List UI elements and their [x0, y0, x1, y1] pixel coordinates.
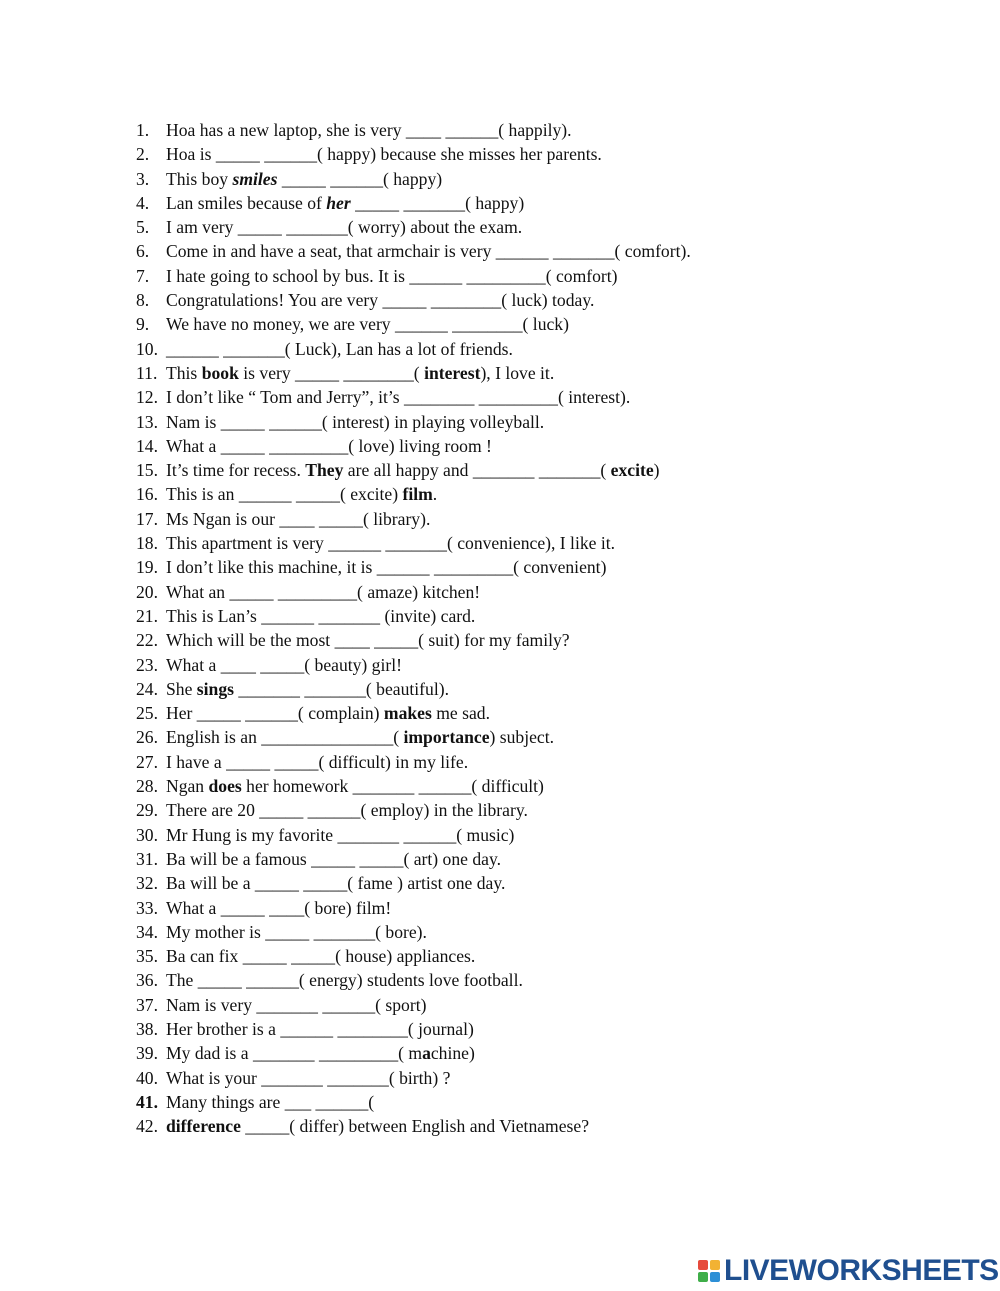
question-item	[136, 798, 976, 822]
question-item	[136, 1090, 976, 1114]
question-number: 41.	[136, 1091, 158, 1112]
question-item	[136, 458, 976, 482]
text-segment: Ba will be a _____ _____( fame ) artist one day.	[166, 873, 506, 894]
text-segment: We have no money, we are very ______ ________( luck)	[166, 314, 569, 335]
question-text	[166, 142, 602, 166]
question-item	[136, 264, 976, 288]
question-text	[166, 410, 544, 434]
question-text	[166, 458, 660, 482]
question-item	[136, 191, 976, 215]
text-segment: Her _____ ______( complain)	[166, 703, 384, 724]
question-number: 4.	[136, 192, 150, 213]
text-segment: The _____ ______( energy) students love football.	[166, 970, 523, 991]
text-segment: Which will be the most ____ _____( suit) for my family?	[166, 630, 570, 651]
emphasized-word: interest	[424, 362, 481, 383]
question-text	[166, 871, 505, 895]
question-item	[136, 1114, 976, 1138]
question-text	[166, 798, 528, 822]
question-number: 42.	[136, 1116, 158, 1137]
question-text	[166, 628, 570, 652]
question-text	[166, 774, 544, 798]
logo-mark-icon	[698, 1260, 720, 1282]
text-segment: _____ ______( happy)	[277, 168, 443, 189]
question-number: 13.	[136, 411, 158, 432]
question-number: 22.	[136, 630, 158, 651]
text-segment: I don’t like “ Tom and Jerry”, it’s ________ _________( interest).	[166, 387, 631, 408]
text-segment: Nam is _____ ______( interest) in playing volleyball.	[166, 411, 545, 432]
question-item	[136, 337, 976, 361]
text-segment: This	[166, 362, 202, 383]
question-item	[136, 1066, 976, 1090]
question-number: 3.	[136, 168, 150, 189]
text-segment: _____( differ) between English and Vietnamese?	[240, 1116, 590, 1137]
question-text	[166, 750, 468, 774]
question-number: 2.	[136, 144, 150, 165]
emphasized-word: excite	[610, 460, 654, 481]
question-number: 14.	[136, 435, 158, 456]
question-text	[166, 920, 427, 944]
emphasized-word: book	[201, 362, 239, 383]
question-item	[136, 750, 976, 774]
question-number: 31.	[136, 848, 158, 869]
text-segment: .	[432, 484, 438, 505]
question-number: 7.	[136, 265, 150, 286]
question-number: 26.	[136, 727, 158, 748]
logo-mark-square	[710, 1272, 720, 1282]
question-number: 23.	[136, 654, 158, 675]
text-segment: Hoa is _____ ______( happy) because she misses her parents.	[166, 144, 602, 165]
text-segment: ______ _______( Luck), Lan has a lot of friends.	[166, 338, 513, 359]
question-number: 5.	[136, 217, 150, 238]
text-segment: Mr Hung is my favorite _______ ______( music)	[166, 824, 515, 845]
question-text	[166, 677, 449, 701]
text-segment: Ba can fix _____ _____( house) appliances.	[166, 946, 476, 967]
question-text	[166, 1114, 589, 1138]
text-segment: What is your _______ _______( birth) ?	[166, 1067, 451, 1088]
question-text	[166, 1066, 450, 1090]
text-segment: is very _____ ________(	[238, 362, 425, 383]
text-segment: What a ____ _____( beauty) girl!	[166, 654, 402, 675]
question-text	[166, 847, 501, 871]
question-item	[136, 823, 976, 847]
question-text	[166, 701, 490, 725]
question-item	[136, 628, 976, 652]
question-text	[166, 968, 523, 992]
question-number: 28.	[136, 776, 158, 797]
question-item	[136, 118, 976, 142]
question-item	[136, 653, 976, 677]
question-number: 24.	[136, 678, 158, 699]
emphasized-word: her	[326, 192, 351, 213]
question-text	[166, 725, 554, 749]
question-text	[166, 215, 522, 239]
question-item	[136, 555, 976, 579]
question-number: 12.	[136, 387, 158, 408]
question-item	[136, 896, 976, 920]
text-segment: are all happy and _______ _______(	[343, 460, 611, 481]
question-text	[166, 896, 391, 920]
text-segment: This boy	[166, 168, 233, 189]
question-item	[136, 1041, 976, 1065]
liveworksheets-logo	[698, 1254, 999, 1288]
question-number: 9.	[136, 314, 150, 335]
question-item	[136, 774, 976, 798]
question-text	[166, 1017, 474, 1041]
text-segment: Ba will be a famous _____ _____( art) one day.	[166, 848, 502, 869]
text-segment: her homework _______ ______( difficult)	[241, 776, 544, 797]
question-number: 15.	[136, 460, 158, 481]
question-number: 8.	[136, 290, 150, 311]
question-item	[136, 142, 976, 166]
question-item	[136, 385, 976, 409]
question-text	[166, 507, 430, 531]
text-segment: This is an ______ _____( excite)	[166, 484, 403, 505]
question-text	[166, 385, 630, 409]
text-segment: Nam is very _______ ______( sport)	[166, 994, 427, 1015]
text-segment: My mother is _____ _______( bore).	[166, 921, 427, 942]
question-item	[136, 239, 976, 263]
logo-text: LIVEWORKSHEETS	[724, 1254, 999, 1287]
question-text	[166, 993, 426, 1017]
emphasized-word: importance	[403, 727, 490, 748]
text-segment: Ms Ngan is our ____ _____( library).	[166, 508, 431, 529]
question-text	[166, 361, 554, 385]
question-text	[166, 580, 480, 604]
text-segment: There are 20 _____ ______( employ) in the library.	[166, 800, 528, 821]
text-segment: What an _____ _________( amaze) kitchen!	[166, 581, 481, 602]
text-segment: )	[653, 460, 660, 481]
emphasized-word: smiles	[232, 168, 278, 189]
question-text	[166, 337, 513, 361]
text-segment: Her brother is a ______ ________( journal)	[166, 1018, 474, 1039]
text-segment: It’s time for recess.	[166, 460, 306, 481]
text-segment: I have a _____ _____( difficult) in my life.	[166, 751, 469, 772]
text-segment: English is an _______________(	[166, 727, 404, 748]
text-segment: Many things are ___ ______(	[166, 1091, 375, 1112]
question-text	[166, 434, 492, 458]
exercise-list	[136, 118, 976, 1138]
question-number: 11.	[136, 362, 158, 383]
question-item	[136, 968, 976, 992]
logo-mark-square	[698, 1272, 708, 1282]
question-item	[136, 507, 976, 531]
question-text	[166, 531, 615, 555]
question-number: 16.	[136, 484, 158, 505]
question-number: 33.	[136, 897, 158, 918]
text-segment: This is Lan’s ______ _______ (invite) card.	[166, 605, 476, 626]
question-text	[166, 191, 524, 215]
question-item	[136, 701, 976, 725]
question-text	[166, 1090, 374, 1114]
text-segment: What a _____ _________( love) living room !	[166, 435, 492, 456]
question-number: 10.	[136, 338, 158, 359]
question-number: 18.	[136, 533, 158, 554]
question-item	[136, 215, 976, 239]
question-item	[136, 944, 976, 968]
emphasized-word: does	[208, 776, 242, 797]
text-segment: chine)	[430, 1043, 475, 1064]
question-text	[166, 482, 437, 506]
logo-mark-square	[710, 1260, 720, 1270]
emphasized-word: a	[422, 1043, 431, 1064]
question-text	[166, 555, 606, 579]
question-item	[136, 167, 976, 191]
question-number: 35.	[136, 946, 158, 967]
question-item	[136, 725, 976, 749]
question-item	[136, 993, 976, 1017]
question-number: 17.	[136, 508, 158, 529]
question-item	[136, 312, 976, 336]
text-segment: ) subject.	[489, 727, 555, 748]
question-text	[166, 167, 442, 191]
question-text	[166, 823, 514, 847]
text-segment: _______ _______( beautiful).	[233, 678, 449, 699]
question-item	[136, 531, 976, 555]
question-number: 21.	[136, 605, 158, 626]
question-text	[166, 288, 594, 312]
question-number: 39.	[136, 1043, 158, 1064]
question-number: 36.	[136, 970, 158, 991]
question-text	[166, 1041, 475, 1065]
emphasized-word: film	[402, 484, 433, 505]
question-number: 27.	[136, 751, 158, 772]
text-segment: Come in and have a seat, that armchair is very ______ _______( comfort).	[166, 241, 691, 262]
question-item	[136, 604, 976, 628]
text-segment: me sad.	[431, 703, 490, 724]
question-item	[136, 1017, 976, 1041]
question-number: 20.	[136, 581, 158, 602]
question-number: 30.	[136, 824, 158, 845]
question-text	[166, 653, 402, 677]
question-item	[136, 410, 976, 434]
question-item	[136, 580, 976, 604]
question-number: 38.	[136, 1018, 158, 1039]
text-segment: My dad is a _______ _________( m	[166, 1043, 423, 1064]
emphasized-word: makes	[383, 703, 432, 724]
emphasized-word: They	[305, 460, 344, 481]
text-segment: I hate going to school by bus. It is ______ _________( comfort)	[166, 265, 618, 286]
question-text	[166, 118, 572, 142]
text-segment: _____ _______( happy)	[350, 192, 525, 213]
question-number: 1.	[136, 120, 150, 140]
text-segment: This apartment is very ______ _______( convenience), I like it.	[166, 533, 616, 554]
question-item	[136, 871, 976, 895]
question-text	[166, 604, 475, 628]
logo-mark-square	[698, 1260, 708, 1270]
text-segment: She	[166, 678, 197, 699]
question-number: 37.	[136, 994, 158, 1015]
text-segment: Lan smiles because of	[166, 192, 327, 213]
question-number: 40.	[136, 1067, 158, 1088]
question-item	[136, 482, 976, 506]
question-number: 19.	[136, 557, 158, 578]
question-text	[166, 264, 618, 288]
emphasized-word: difference	[166, 1116, 241, 1137]
text-segment: What a _____ ____( bore) film!	[166, 897, 392, 918]
question-item	[136, 677, 976, 701]
text-segment: I am very _____ _______( worry) about the exam.	[166, 217, 523, 238]
text-segment: Ngan	[166, 776, 209, 797]
text-segment: Hoa has a new laptop, she is very ____ ______( happily).	[166, 120, 572, 140]
text-segment: ), I love it.	[480, 362, 555, 383]
question-number: 32.	[136, 873, 158, 894]
question-item	[136, 434, 976, 458]
question-text	[166, 312, 569, 336]
question-item	[136, 288, 976, 312]
text-segment: Congratulations! You are very _____ ________( luck) today.	[166, 290, 595, 311]
question-number: 6.	[136, 241, 150, 262]
question-text	[166, 239, 691, 263]
emphasized-word: sings	[196, 678, 234, 699]
text-segment: I don’t like this machine, it is ______ _________( convenient)	[166, 557, 607, 578]
question-item	[136, 847, 976, 871]
question-text	[166, 944, 475, 968]
question-number: 29.	[136, 800, 158, 821]
question-number: 34.	[136, 921, 158, 942]
question-item	[136, 920, 976, 944]
question-item	[136, 361, 976, 385]
question-number: 25.	[136, 703, 158, 724]
